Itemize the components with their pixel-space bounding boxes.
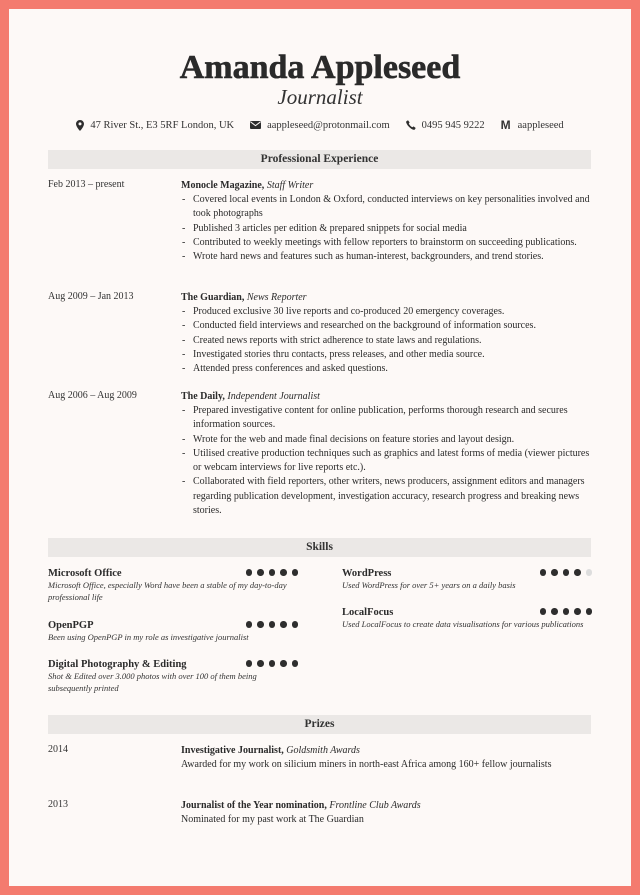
rating-dot-filled — [269, 569, 276, 576]
skill-item — [342, 606, 592, 631]
entry-heading — [181, 179, 593, 193]
rating-dot-filled — [292, 660, 299, 667]
skill-item — [48, 658, 298, 694]
handle-text[interactable]: aappleseed — [517, 119, 564, 131]
entry-org: The Guardian, — [181, 292, 245, 303]
rating-dot-filled — [563, 569, 570, 576]
rating-dot-filled — [280, 660, 287, 667]
prize-heading — [181, 744, 593, 758]
phone-text[interactable]: 0495 945 9222 — [421, 119, 485, 131]
rating-dot-filled — [269, 660, 276, 667]
rating-dot-filled — [246, 569, 253, 576]
prize-body — [181, 744, 593, 772]
prize-body — [181, 799, 593, 827]
entry-role: Independent Journalist — [227, 391, 320, 402]
bullet-item: - Contributed to weekly meetings with fellow reporters to brainstorm on succeeding publications. — [181, 236, 593, 250]
skill-name: Microsoft Office — [48, 568, 122, 579]
rating-dot-filled — [292, 569, 299, 576]
rating-dot-filled — [246, 621, 253, 628]
skill-name: Digital Photography & Editing — [48, 659, 187, 670]
section-header-skills: Skills — [48, 538, 591, 557]
bullet-item: - Produced exclusive 30 live reports and co-produced 20 emergency coverages. — [181, 305, 593, 319]
prize-org: Frontline Club Awards — [329, 800, 421, 811]
contact-phone[interactable] — [406, 120, 485, 131]
section-header-prizes: Prizes — [48, 715, 591, 734]
rating-dot-filled — [551, 569, 558, 576]
entry-body — [181, 291, 593, 376]
skill-name: LocalFocus — [342, 607, 394, 618]
skill-rating — [241, 621, 299, 628]
skill-description: Microsoft Office, especially Word have been a stable of my day-to-day professional life — [48, 580, 287, 602]
rating-dot-filled — [269, 621, 276, 628]
mastodon-icon: M — [500, 118, 511, 132]
prize-title: Investigative Journalist, — [181, 745, 284, 756]
entry-org: The Daily, — [181, 391, 225, 402]
rating-dot-filled — [280, 569, 287, 576]
rating-dot-filled — [257, 621, 264, 628]
skill-description: Shot & Edited over 3.000 photos with over 100 of them being subsequently printed — [48, 671, 257, 693]
entry-date: Feb 2013 – present — [48, 179, 125, 190]
rating-dot-filled — [574, 569, 581, 576]
skill-description: Been using OpenPGP in my role as investigative journalist — [48, 632, 249, 642]
contact-bar — [9, 118, 631, 132]
prize-heading — [181, 799, 593, 813]
rating-dot-filled — [280, 621, 287, 628]
skill-name: WordPress — [342, 568, 392, 579]
resume-page — [9, 9, 631, 886]
bullet-item: - Wrote hard news and features such as human-interest, backgrounders, and trend stories. — [181, 250, 593, 264]
job-title: Journalist — [277, 85, 363, 109]
rating-dot-filled — [540, 608, 547, 615]
email-text[interactable]: aappleseed@protonmail.com — [267, 119, 390, 131]
location-pin-icon — [76, 120, 84, 131]
entry-body — [181, 179, 593, 264]
envelope-icon — [250, 121, 261, 129]
skill-item — [342, 567, 592, 592]
skill-description: Used WordPress for over 5+ years on a daily basis — [342, 580, 516, 590]
skill-rating — [241, 660, 299, 667]
bullet-item: - Investigated stories thru contacts, press releases, and other media source. — [181, 348, 593, 362]
skill-name: OpenPGP — [48, 620, 94, 631]
bullet-item: - Created news reports with strict adherence to state laws and regulations. — [181, 334, 593, 348]
rating-dot-filled — [540, 569, 547, 576]
skill-rating — [241, 569, 299, 576]
rating-dot-filled — [257, 660, 264, 667]
bullet-item: - Prepared investigative content for online publication, performs thorough research and secures information sources. — [181, 404, 593, 433]
section-header-experience: Professional Experience — [48, 150, 591, 169]
entry-role: Staff Writer — [266, 180, 314, 191]
phone-icon — [406, 120, 416, 130]
skill-rating — [535, 608, 593, 615]
entry-body — [181, 390, 593, 518]
bullet-item: - Conducted field interviews and researched on the background of information sources. — [181, 319, 593, 333]
bullet-item: - Covered local events in London & Oxford, conducted interviews on key personalities involved and took photographs — [181, 193, 593, 222]
prize-description: Nominated for my past work at The Guardian — [181, 814, 364, 825]
contact-email[interactable] — [250, 120, 390, 131]
contact-handle[interactable] — [501, 118, 564, 132]
candidate-name: Amanda Appleseed — [179, 49, 461, 86]
entry-heading — [181, 390, 593, 404]
prize-title: Journalist of the Year nomination, — [181, 800, 327, 811]
prize-year: 2014 — [48, 744, 68, 755]
entry-heading — [181, 291, 593, 305]
address-text: 47 River St., E3 5RF London, UK — [90, 119, 235, 131]
entry-bullets — [181, 305, 593, 376]
skill-item — [48, 567, 298, 603]
entry-org: Monocle Magazine, — [181, 180, 265, 191]
rating-dot-filled — [574, 608, 581, 615]
rating-dot-filled — [563, 608, 570, 615]
skill-item — [48, 619, 298, 644]
entry-date: Aug 2006 – Aug 2009 — [48, 390, 137, 401]
contact-address — [76, 120, 234, 131]
entry-bullets — [181, 404, 593, 518]
rating-dot-empty — [586, 569, 593, 576]
entry-date: Aug 2009 – Jan 2013 — [48, 291, 134, 302]
bullet-item: - Utilised creative production techniques such as graphics and latest forms of media (viewer pictures or webcam interviews for live reports etc.). — [181, 447, 593, 476]
rating-dot-filled — [551, 608, 558, 615]
bullet-item: - Collaborated with field reporters, other writers, news producers, assignment editors and managers regarding publication development, investigation accuracy, research progress and breaking news stories. — [181, 475, 593, 518]
bullet-item: - Published 3 articles per edition & prepared snippets for social media — [181, 222, 593, 236]
rating-dot-filled — [257, 569, 264, 576]
entry-role: News Reporter — [246, 292, 307, 303]
prize-org: Goldsmith Awards — [286, 745, 360, 756]
prize-year: 2013 — [48, 799, 68, 810]
entry-bullets — [181, 193, 593, 264]
rating-dot-filled — [246, 660, 253, 667]
bullet-item: - Attended press conferences and asked questions. — [181, 362, 593, 376]
rating-dot-filled — [292, 621, 299, 628]
rating-dot-filled — [586, 608, 593, 615]
bullet-item: - Wrote for the web and made final decisions on feature stories and layout design. — [181, 433, 593, 447]
skill-description: Used LocalFocus to create data visualisations for various publications — [342, 619, 584, 629]
skill-rating — [535, 569, 593, 576]
prize-description: Awarded for my work on silicium miners in north-east Africa among 160+ fellow journalists — [181, 759, 552, 770]
